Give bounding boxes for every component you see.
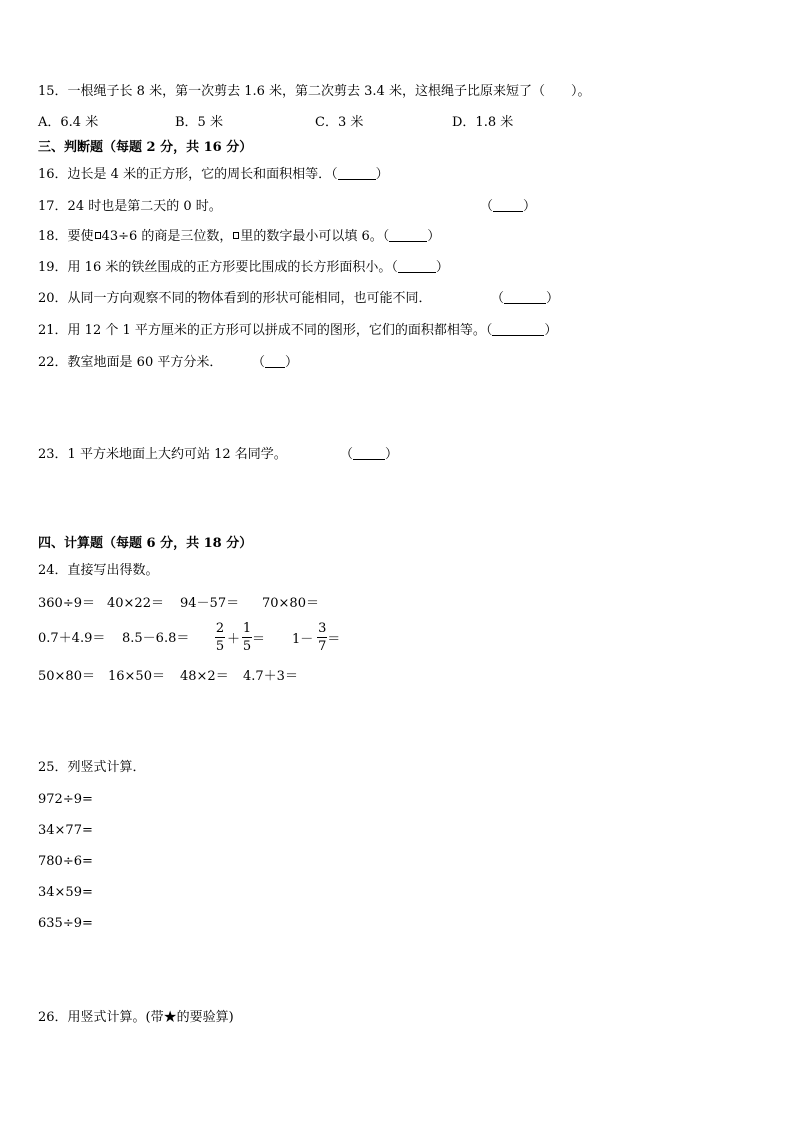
vertical-calc-item: 34×77= [38,823,93,838]
vertical-calc-item: 780÷6= [38,854,93,869]
section-3-title: 三、判断题（每题 2 分，共 16 分） [38,140,253,155]
close-paren: ） [375,167,389,182]
close-paren: ） [385,447,399,462]
answer-blank[interactable] [492,323,544,336]
close-paren: ） [285,355,299,370]
close-paren: ） [435,260,449,275]
question-20 [38,290,560,308]
answer-blank[interactable] [398,260,436,273]
close-paren: ） [546,291,560,306]
close-paren: ） [523,199,537,214]
option-c: C．3 米 [315,115,364,130]
question-20-text: 20．从同一方向观察不同的物体看到的形状可能相同，也可能不同． [38,291,432,306]
question-21 [38,322,557,340]
question-16-text: 16．边长是 4 米的正方形，它的周长和面积相等．（ [38,167,338,182]
vertical-calc-item: 635÷9= [38,916,93,931]
calc-item: 0.7＋4.9＝ [38,631,106,646]
calc-item: 8.5－6.8＝ [122,631,190,646]
close-paren: ） [427,229,441,244]
close-paren: ） [544,323,558,338]
question-22 [38,354,299,372]
question-23-answer [340,446,398,464]
calc-item: 94－57＝ [180,596,240,611]
question-18 [38,228,440,246]
option-b: B．5 米 [175,115,223,130]
fraction-sum: $\frac{2}{5}$ ＋ $\frac{1}{5}$ ＝ [215,620,266,654]
box-icon [233,232,239,239]
question-21-text: 21．用 12 个 1 平方厘米的正方形可以拼成不同的图形，它们的面积都相等。（ [38,323,493,338]
answer-blank[interactable] [493,199,523,212]
calc-item: 70×80＝ [262,596,319,611]
question-15-options [38,114,758,132]
question-15: 15．一根绳子长 8 米，第一次剪去 1.6 米，第二次剪去 3.4 米，这根绳子比原来短了（ ）。 [38,84,591,99]
fraction: $\frac{3}{7}$ [318,620,327,654]
calc-item: 360÷9＝ [38,596,95,611]
question-25-title: 25．列竖式计算． [38,760,146,775]
answer-blank[interactable] [504,291,546,304]
question-17 [38,198,537,216]
open-paren: （ [252,355,266,370]
question-17-answer [480,198,536,216]
answer-blank[interactable] [389,229,427,242]
open-paren: （ [480,199,494,214]
answer-blank[interactable] [338,167,376,180]
answer-blank[interactable] [265,355,285,368]
question-18-text-b: 43÷6 的商是三位数， [101,229,233,244]
question-19-text: 19．用 16 米的铁丝围成的正方形要比围成的长方形面积小。（ [38,260,398,275]
question-17-text: 17．24 时也是第二天的 0 时。 [38,199,222,214]
calc-item: 16×50＝ [108,669,165,684]
section-4-title: 四、计算题（每题 6 分，共 18 分） [38,536,253,551]
calc-item: 40×22＝ [107,596,164,611]
question-22-answer [252,354,298,372]
question-23-text: 23．1 平方米地面上大约可站 12 名同学。 [38,447,287,462]
calc-item: 4.7＋3＝ [243,669,298,684]
question-20-answer [491,290,559,308]
answer-blank[interactable] [353,447,385,460]
question-26-title: 26．用竖式计算。(带★的要验算) [38,1010,234,1025]
fraction: $\frac{1}{5}$ [242,620,252,654]
option-a: A．6.4 米 [38,115,99,130]
vertical-calc-item: 972÷9= [38,792,93,807]
question-23 [38,446,399,464]
box-icon [95,232,101,239]
calc-item: 48×2＝ [180,669,229,684]
question-24-title: 24．直接写出得数。 [38,563,159,578]
fraction-difference: 1－ $\frac{3}{7}$ ＝ [292,620,341,654]
option-d: D．1.8 米 [452,115,514,130]
question-22-text: 22．教室地面是 60 平方分米． [38,355,223,370]
open-paren: （ [340,447,354,462]
question-18-text-a: 18．要使 [38,229,94,244]
fraction: $\frac{2}{5}$ [215,620,225,654]
vertical-calc-item: 34×59= [38,885,93,900]
question-18-text-c: 里的数字最小可以填 6。（ [240,229,390,244]
question-16 [38,166,389,184]
open-paren: （ [491,291,505,306]
calc-item: 50×80＝ [38,669,95,684]
question-19 [38,259,449,277]
